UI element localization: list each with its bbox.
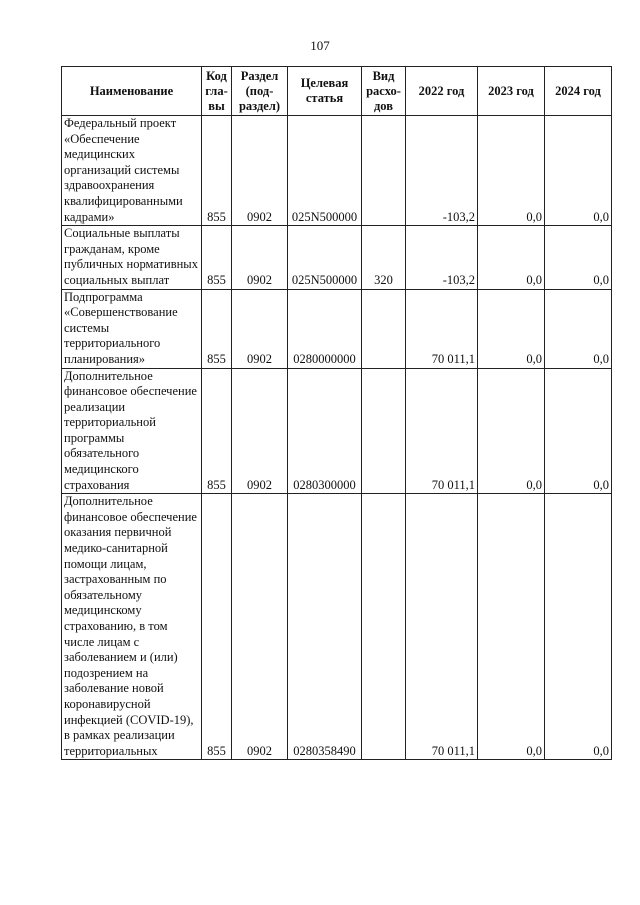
row-2024: 0,0 bbox=[545, 116, 612, 226]
table-row bbox=[62, 116, 612, 226]
row-statya: 0280300000 bbox=[288, 368, 362, 494]
row-2024: 0,0 bbox=[545, 226, 612, 289]
table-row bbox=[62, 368, 612, 494]
row-razdel: 0902 bbox=[232, 289, 288, 368]
header-statya: Целевая статья bbox=[288, 67, 362, 116]
row-statya: 025N500000 bbox=[288, 226, 362, 289]
header-2024: 2024 год bbox=[545, 67, 612, 116]
header-razdel: Раздел (под- раздел) bbox=[232, 67, 288, 116]
row-statya: 0280000000 bbox=[288, 289, 362, 368]
row-razdel: 0902 bbox=[232, 226, 288, 289]
header-2023: 2023 год bbox=[478, 67, 545, 116]
row-2022: 70 011,1 bbox=[406, 289, 478, 368]
header-2022: 2022 год bbox=[406, 67, 478, 116]
header-vid: Вид расхо- дов bbox=[362, 67, 406, 116]
row-2023: 0,0 bbox=[478, 116, 545, 226]
page-number: 107 bbox=[310, 38, 330, 53]
row-glava: 855 bbox=[202, 226, 232, 289]
row-name: Дополнительное финансовое обеспечение реализации территориальной программы обязательного медицинского страхования bbox=[62, 368, 202, 494]
row-2024: 0,0 bbox=[545, 494, 612, 760]
row-razdel: 0902 bbox=[232, 368, 288, 494]
row-2023: 0,0 bbox=[478, 226, 545, 289]
row-vid bbox=[362, 494, 406, 760]
row-vid bbox=[362, 289, 406, 368]
row-2023: 0,0 bbox=[478, 494, 545, 760]
row-razdel: 0902 bbox=[232, 494, 288, 760]
row-name: Дополнительное финансовое обеспечение оказания первичной медико-санитарной помощи лицам, застрахованным по обязательному медицинскому страхованию, в том числе лицам с заболеванием и (или) подозрением на заболевание новой коронавирусной инфекцией (COVID-19), в рамках реализации территориальных bbox=[62, 494, 202, 760]
row-name: Подпрограмма «Совершенствование системы территориального планирования» bbox=[62, 289, 202, 368]
row-vid bbox=[362, 116, 406, 226]
row-vid bbox=[362, 368, 406, 494]
row-vid: 320 bbox=[362, 226, 406, 289]
row-name: Федеральный проект «Обеспечение медицинских организаций системы здравоохранения квалифицированными кадрами» bbox=[62, 116, 202, 226]
header-glava: Код гла- вы bbox=[202, 67, 232, 116]
row-2024: 0,0 bbox=[545, 289, 612, 368]
table-row bbox=[62, 494, 612, 760]
row-statya: 0280358490 bbox=[288, 494, 362, 760]
row-2022: 70 011,1 bbox=[406, 494, 478, 760]
row-2023: 0,0 bbox=[478, 368, 545, 494]
row-2022: -103,2 bbox=[406, 226, 478, 289]
row-statya: 025N500000 bbox=[288, 116, 362, 226]
header-name: Наименование bbox=[62, 67, 202, 116]
table-row bbox=[62, 226, 612, 289]
row-razdel: 0902 bbox=[232, 116, 288, 226]
row-name: Социальные выплаты гражданам, кроме публичных нормативных социальных выплат bbox=[62, 226, 202, 289]
budget-table bbox=[61, 66, 612, 760]
table-row bbox=[62, 289, 612, 368]
row-glava: 855 bbox=[202, 494, 232, 760]
row-2023: 0,0 bbox=[478, 289, 545, 368]
row-2022: 70 011,1 bbox=[406, 368, 478, 494]
row-glava: 855 bbox=[202, 289, 232, 368]
table-header-row bbox=[62, 67, 612, 116]
row-2024: 0,0 bbox=[545, 368, 612, 494]
row-2022: -103,2 bbox=[406, 116, 478, 226]
row-glava: 855 bbox=[202, 368, 232, 494]
row-glava: 855 bbox=[202, 116, 232, 226]
